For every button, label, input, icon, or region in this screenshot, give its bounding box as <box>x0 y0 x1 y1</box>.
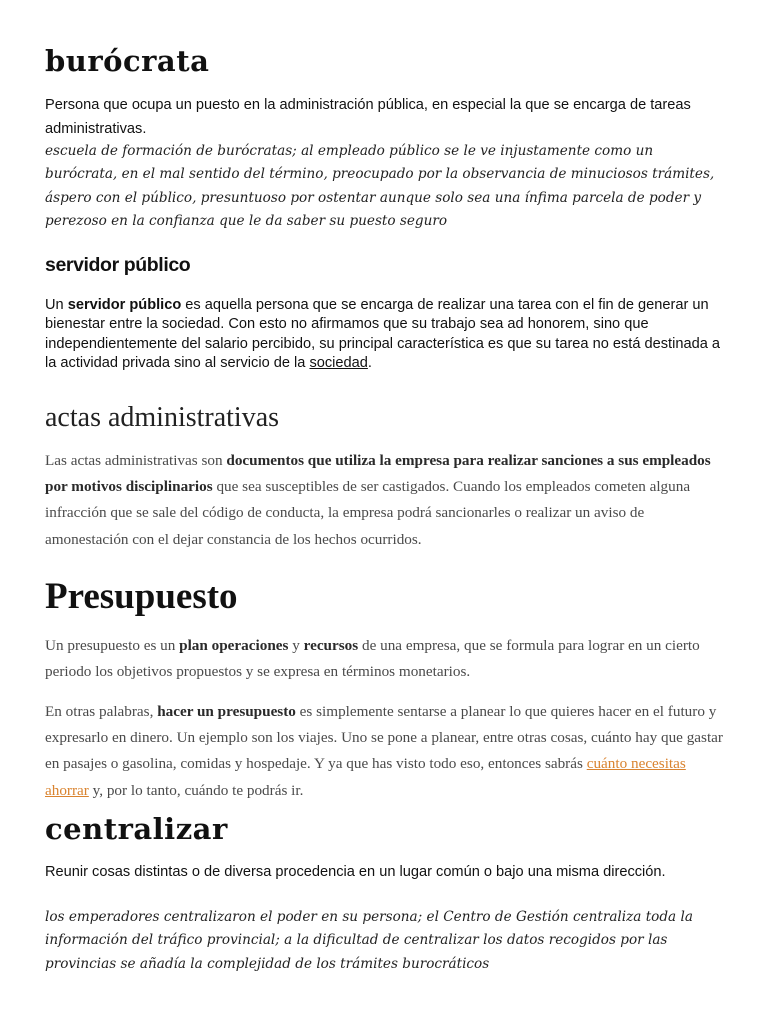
paragraph-presupuesto-2 <box>45 699 725 804</box>
heading-burocrata: burócrata <box>45 44 210 78</box>
bold-term: documentos que utiliza la empresa para realizar sanciones a sus empleados por motivos disciplinarios <box>45 452 711 496</box>
bold-term: servidor público <box>67 297 182 313</box>
text-segment: Las actas administrativas son <box>45 452 227 469</box>
text-segment: Un presupuesto es un <box>45 637 180 654</box>
sociedad-link[interactable]: sociedad <box>309 354 368 371</box>
bold-term: recursos <box>303 637 359 654</box>
example-centralizar: los emperadores centralizaron el poder en su persona; el Centro de Gestión centraliza toda la información del tráfico provincial; a la dificultad de centralizar los datos recogidos por las provincias se añadía la complejidad de los trámites burocráticos <box>45 909 693 972</box>
bold-term: hacer un presupuesto <box>157 703 296 720</box>
example-burocrata: escuela de formación de burócratas; al empleado público se le ve injustamente como un burócrata, en el mal sentido del término, preocupado por la observancia de minuciosos trámites, áspero con el público, presuntuoso por ostentar aunque solo sea una ínfima parcela de poder y perezoso en la confianza que le da saber su puesto seguro <box>45 143 715 229</box>
text-segment: En otras palabras, <box>45 703 158 720</box>
heading-centralizar: centralizar <box>45 812 228 846</box>
heading-servidor-publico: servidor público <box>45 254 191 276</box>
bold-term: plan operaciones <box>179 637 289 654</box>
definition-burocrata: Persona que ocupa un puesto en la administración pública, en especial la que se encarga de tareas administrativas. <box>45 97 691 137</box>
cuanto-necesitas-ahorrar-link[interactable]: cuánto necesitas ahorrar <box>45 755 686 799</box>
text-segment: de una empresa, que se formula para lograr en un cierto periodo los objetivos propuestos y se expresa en términos monetarios. <box>45 637 700 681</box>
heading-actas-administrativas: actas administrativas <box>45 402 280 433</box>
text-segment: es simplemente sentarse a planear lo que quieres hacer en el futuro y expresarlo en dinero. Un ejemplo son los viajes. Uno se pone a planear, entre otras cosas, cuánto hay que gastar en pasajes o gasolina, comidas y hospedaje. Y ya que has visto todo eso, entonces sabrás <box>45 703 723 773</box>
text-segment: que sea susceptibles de ser castigados. Cuando los empleados cometen alguna infracción que se sale del código de conducta, la empresa podrá sancionarles o realizar un aviso de amonestación con el dejar constancia de los hechos ocurridos. <box>45 478 691 548</box>
text-segment: Un <box>45 297 68 313</box>
text-segment: y, por lo tanto, cuándo te podrás ir. <box>88 781 304 799</box>
definition-centralizar: Reunir cosas distintas o de diversa procedencia en un lugar común o bajo una misma dirección. <box>45 864 666 880</box>
text-segment: y <box>288 637 304 654</box>
paragraph-servidor-publico <box>45 296 725 373</box>
heading-presupuesto: Presupuesto <box>45 576 238 617</box>
text-segment: es aquella persona que se encarga de realizar una tarea con el fin de generar un bienestar entre la sociedad. Con esto no afirmamos que su trabajo sea ad honorem, sino que independientemente del salario percibido, su principal característica es que su tarea no está destinada a la actividad privada sino al servicio de la <box>45 297 720 371</box>
paragraph-presupuesto-1 <box>45 633 725 685</box>
paragraph-actas <box>45 448 725 553</box>
text-segment: . <box>367 354 372 371</box>
